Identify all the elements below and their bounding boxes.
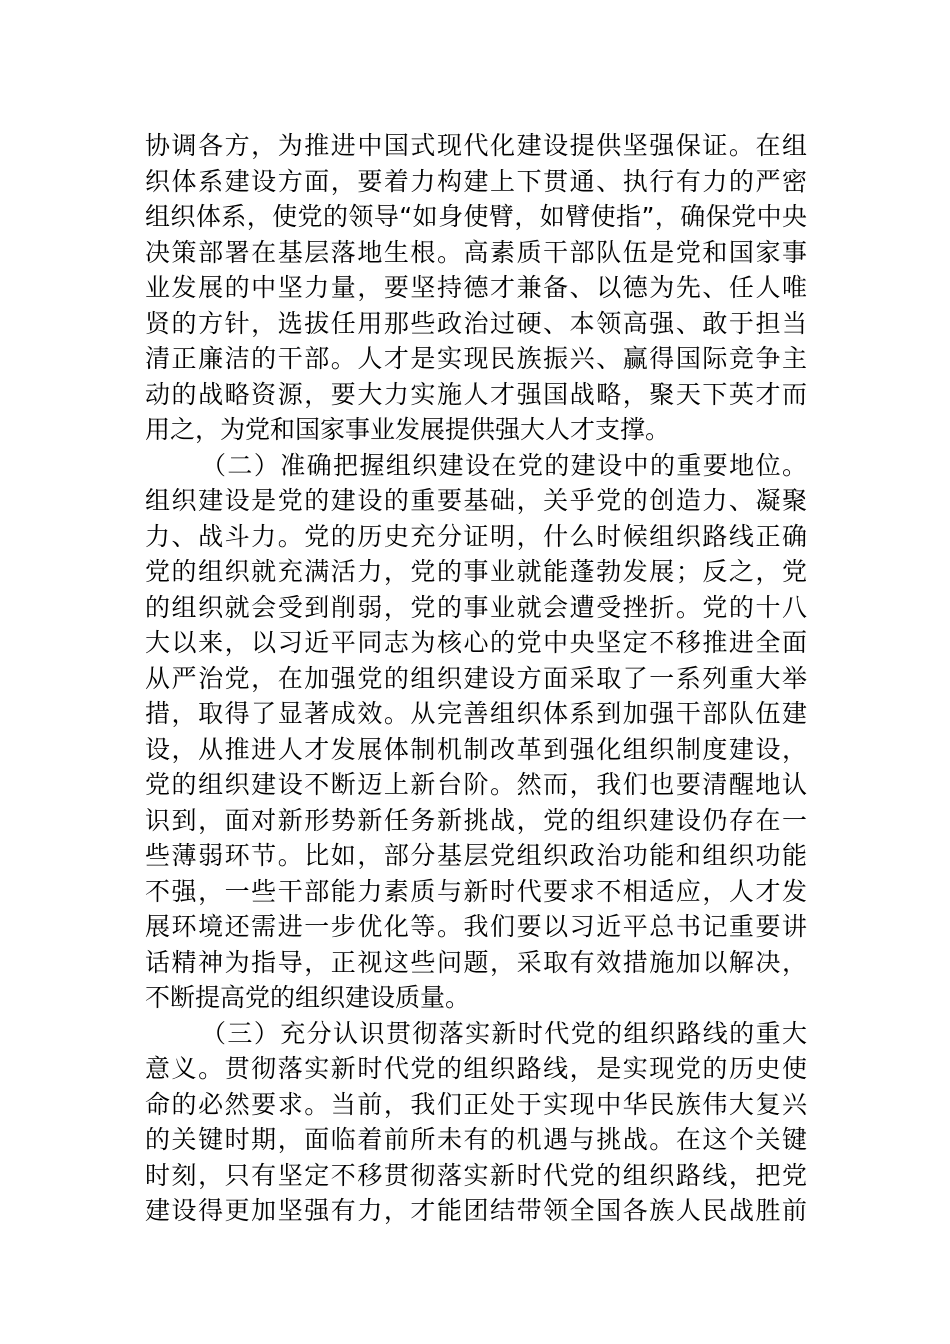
text-line: 业发展的中坚力量，要坚持德才兼备、以德为先、任人唯 [145, 273, 807, 302]
text-line: 用之，为党和国家事业发展提供强大人才支撑。 [145, 415, 671, 444]
text-line: 清正廉洁的干部。人才是实现民族振兴、赢得国际竞争主 [145, 344, 807, 373]
text-line: 从严治党，在加强党的组织建设方面采取了一系列重大举 [145, 663, 807, 693]
text-line: 展环境还需进一步优化等。我们要以习近平总书记重要讲 [145, 912, 807, 941]
text-line: 组织体系，使党的领导“如身使臂，如臂使指”，确保党中央 [145, 202, 807, 231]
text-line: 决策部署在基层落地生根。高素质干部队伍是党和国家事 [145, 237, 807, 267]
text-line: 识到，面对新形势新任务新挑战，党的组织建设仍存在一 [145, 805, 807, 835]
text-line: 设，从推进人才发展体制机制改革到强化组织制度建设， [145, 734, 807, 764]
text-line: 组织建设是党的建设的重要基础，关乎党的创造力、凝聚 [145, 486, 807, 515]
text-line: 建设得更加坚强有力，才能团结带领全国各族人民战胜前 [145, 1196, 807, 1225]
text-line: 些薄弱环节。比如，部分基层党组织政治功能和组织功能 [145, 841, 807, 870]
text-line: 动的战略资源，要大力实施人才强国战略，聚天下英才而 [145, 379, 807, 409]
text-line: 党的组织就充满活力，党的事业就能蓬勃发展；反之，党 [145, 557, 807, 586]
text-line: 不强，一些干部能力素质与新时代要求不相适应，人才发 [145, 876, 807, 906]
paragraph-heading-line: （二）准确把握组织建设在党的建设中的重要地位。 [201, 450, 807, 480]
text-line: 党的组织建设不断迈上新台阶。然而，我们也要清醒地认 [145, 770, 807, 799]
text-line: 贤的方针，选拔任用那些政治过硬、本领高强、敢于担当 [145, 308, 807, 338]
text-line: 的组织就会受到削弱，党的事业就会遭受挫折。党的十八 [145, 592, 807, 622]
text-line: 意义。贯彻落实新时代党的组织路线，是实现党的历史使 [145, 1054, 807, 1083]
text-line: 协调各方，为推进中国式现代化建设提供坚强保证。在组 [145, 131, 807, 160]
text-line: 话精神为指导，正视这些问题，采取有效措施加以解决， [145, 947, 807, 977]
text-line: 时刻，只有坚定不移贯彻落实新时代党的组织路线，把党 [145, 1160, 807, 1190]
paragraph-heading-line: （三）充分认识贯彻落实新时代党的组织路线的重大 [201, 1018, 807, 1048]
text-line: 命的必然要求。当前，我们正处于实现中华民族伟大复兴 [145, 1089, 807, 1119]
text-line: 力、战斗力。党的历史充分证明，什么时候组织路线正确 [145, 521, 807, 551]
text-line: 的关键时期，面临着前所未有的机遇与挑战。在这个关键 [145, 1125, 807, 1154]
text-line: 不断提高党的组织建设质量。 [145, 983, 471, 1012]
document-body-text [145, 128, 807, 1229]
text-line: 织体系建设方面，要着力构建上下贯通、执行有力的严密 [145, 166, 807, 196]
text-line: 措，取得了显著成效。从完善组织体系到加强干部队伍建 [145, 699, 807, 728]
text-line: 大以来，以习近平同志为核心的党中央坚定不移推进全面 [145, 628, 807, 657]
